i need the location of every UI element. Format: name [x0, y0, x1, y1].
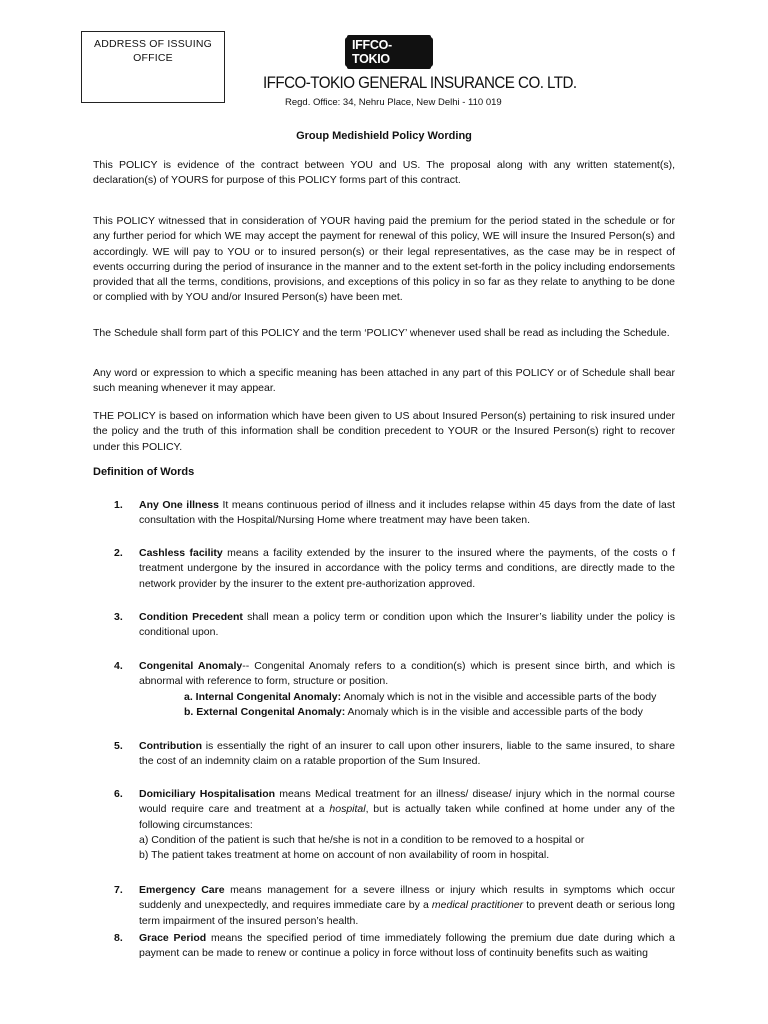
definition-text: means Medical treatment for an illness/ disease/ injury which in the normal course would require care and treatment at a [139, 788, 675, 816]
definition-number: 8. [114, 932, 123, 944]
definition-number: 5. [114, 740, 123, 752]
definition-text: to prevent death or serious long term impairment of the insured person’s health. [139, 899, 675, 927]
definition-text: means management for a severe illness or injury which results in symptoms which occur suddenly and unexpectedly, and requires immediate care by a [139, 884, 675, 912]
definition-italic-term: hospital [329, 803, 366, 816]
definition-item [114, 883, 675, 929]
definition-term: Condition Precedent [139, 611, 243, 623]
definition-item [114, 739, 675, 770]
definition-subitem [139, 690, 675, 705]
paragraph-schedule: The Schedule shall form part of this POLICY and the term ‘POLICY’ whenever used shall be read as including the Schedule. [93, 327, 670, 339]
logo-text: IFFCO-TOKIO [347, 35, 431, 69]
definition-item [114, 787, 675, 863]
definition-term: Any One illness [139, 499, 219, 511]
definition-item [114, 659, 675, 720]
subitem-label: a. Internal Congenital Anomaly: [184, 690, 342, 703]
definition-number: 1. [114, 499, 123, 511]
definition-condition: a) Condition of the patient is such that he/she is not in a condition to be removed to a hospital or [139, 833, 585, 846]
definition-term: Grace Period [139, 932, 207, 944]
subitem-text: Anomaly which is not in the visible and accessible parts of the body [341, 690, 657, 703]
definition-term: Domiciliary Hospitalisation [139, 788, 276, 800]
definition-number: 6. [114, 788, 123, 800]
definition-item [114, 498, 675, 529]
definition-condition: b) The patient takes treatment at home on account of non availability of room in hospital. [139, 849, 550, 862]
definition-text: -- Congenital Anomaly refers to a condition(s) which is present since birth, and which is abnormal with reference to form, structure or position. [139, 660, 675, 688]
definition-text: , but is actually taken while confined at home under any of the following circumstances: [139, 803, 675, 831]
definition-term: Cashless facility [139, 547, 223, 559]
definition-number: 3. [114, 611, 123, 623]
definition-text: means the specified period of time immediately following the premium due date during which a payment can be made to renew or continue a policy in force without loss of continuity benefits such as waiting [139, 932, 675, 960]
definition-text: is essentially the right of an insurer to call upon other insurers, liable to the same insured, to share the cost of an indemnity claim on a ratable proportion of the Sum Insured. [139, 740, 675, 768]
definition-number: 7. [114, 884, 123, 896]
definition-item [114, 931, 675, 962]
definition-subitem [139, 705, 675, 720]
definition-term: Congenital Anomaly [139, 660, 243, 672]
paragraph-information: THE POLICY is based on information which have been given to US about Insured Person(s) pertaining to risk insured under the policy and the truth of this information shall be condition precedent to YOUR or the Insured Person(s) right to recover under this POLICY. [93, 410, 675, 453]
definitions-heading: Definition of Words [93, 466, 195, 478]
company-name: IFFCO-TOKIO GENERAL INSURANCE CO. LTD. [263, 74, 577, 92]
issuing-office-address-box [81, 31, 225, 103]
definition-item [114, 610, 675, 641]
definition-text: It means continuous period of illness and it includes relapse within 45 days from the date of last consultation with the Hospital/Nursing Home where treatment may have been taken. [139, 499, 675, 527]
definition-number: 2. [114, 547, 123, 559]
paragraph-meaning: Any word or expression to which a specific meaning has been attached in any part of this POLICY or of Schedule shall bear such meaning whenever it may appear. [93, 367, 675, 395]
definition-term: Contribution [139, 740, 202, 752]
definition-text: shall mean a policy term or condition upon which the Insurer’s liability under the policy is conditional upon. [139, 611, 675, 639]
document-title: Group Medishield Policy Wording [296, 130, 472, 142]
paragraph-witnessed: This POLICY witnessed that in consideration of YOUR having paid the premium for the period stated in the schedule or for any further period for which WE may accept the payment for renewal of this policy, WE will insure the Insured Person(s) and accordingly. WE will pay to YOU or to insured person(s) or their legal representatives, as the case may be in respect of events occurring during the period of insurance in the manner and to the extent set-forth in the policy including endorsements provided that all the terms, conditions, provisions, and exceptions of this policy in so far as they relate to anything to be done or complied with by YOU and/or Insured Person(s) have been met. [93, 215, 675, 304]
company-logo [345, 37, 433, 67]
definition-number: 4. [114, 660, 123, 672]
subitem-text: Anomaly which is in the visible and accessible parts of the body [345, 705, 643, 718]
definition-text: means a facility extended by the insurer to the insured where the payments, of the costs o f treatment undergone by the insured in accordance with the policy terms and conditions, are directly made to the network provider by the insurer to the extent pre-authorization approved. [139, 547, 675, 590]
address-box-label: ADDRESS OF ISSUING OFFICE [94, 38, 212, 64]
definition-item [114, 546, 675, 592]
definition-italic-term: medical practitioner [431, 899, 524, 912]
paragraph-intro: This POLICY is evidence of the contract between YOU and US. The proposal along with any written statement(s), declaration(s) of YOURS for purpose of this POLICY forms part of this contract. [93, 159, 675, 187]
definition-term: Emergency Care [139, 884, 225, 896]
subitem-label: b. External Congenital Anomaly: [184, 705, 346, 718]
registered-office: Regd. Office: 34, Nehru Place, New Delhi - 110 019 [285, 97, 502, 108]
